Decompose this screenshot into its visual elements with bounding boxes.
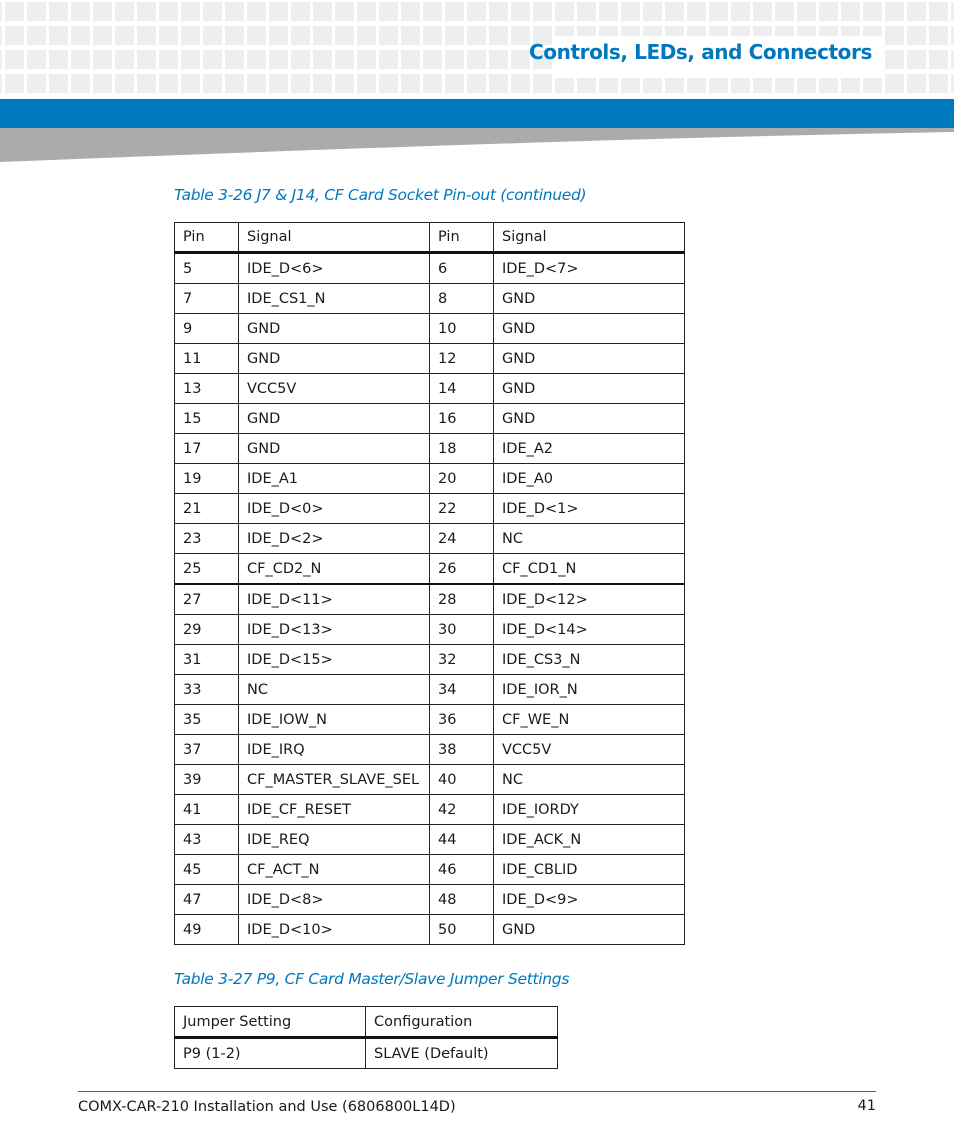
cell-signal-right: GND bbox=[494, 344, 685, 374]
cell-pin-left: 25 bbox=[175, 554, 239, 585]
cell-pin-right: 42 bbox=[430, 795, 494, 825]
cell-pin-right: 48 bbox=[430, 885, 494, 915]
header-configuration: Configuration bbox=[366, 1007, 558, 1038]
table-3-26-caption: Table 3-26 J7 & J14, CF Card Socket Pin-out (continued) bbox=[174, 186, 587, 204]
cell-pin-left: 19 bbox=[175, 464, 239, 494]
table-row bbox=[175, 615, 685, 645]
cell-signal-left: IDE_D<13> bbox=[239, 615, 430, 645]
cell-pin-right: 40 bbox=[430, 765, 494, 795]
cell-signal-right: CF_WE_N bbox=[494, 705, 685, 735]
page-number: 41 bbox=[857, 1098, 876, 1114]
cell-pin-left: 33 bbox=[175, 675, 239, 705]
table-row bbox=[175, 675, 685, 705]
table-row bbox=[175, 584, 685, 615]
cell-signal-right: IDE_CS3_N bbox=[494, 645, 685, 675]
cell-pin-right: 6 bbox=[430, 253, 494, 284]
table-row bbox=[175, 314, 685, 344]
cell-signal-left: IDE_D<6> bbox=[239, 253, 430, 284]
cell-signal-left: GND bbox=[239, 344, 430, 374]
cell-pin-right: 36 bbox=[430, 705, 494, 735]
cell-signal-left: GND bbox=[239, 314, 430, 344]
table-row bbox=[175, 253, 685, 284]
cell-pin-right: 26 bbox=[430, 554, 494, 585]
cell-pin-left: 49 bbox=[175, 915, 239, 945]
table-row bbox=[175, 705, 685, 735]
header-signal-1: Signal bbox=[239, 223, 430, 253]
cell-signal-right: IDE_ACK_N bbox=[494, 825, 685, 855]
cell-pin-left: 43 bbox=[175, 825, 239, 855]
cell-signal-right: NC bbox=[494, 524, 685, 554]
table-row bbox=[175, 284, 685, 314]
cell-signal-left: VCC5V bbox=[239, 374, 430, 404]
cell-pin-right: 46 bbox=[430, 855, 494, 885]
table-header-row bbox=[175, 223, 685, 253]
table-row bbox=[175, 434, 685, 464]
cell-pin-right: 34 bbox=[430, 675, 494, 705]
cell-pin-right: 10 bbox=[430, 314, 494, 344]
cell-signal-right: IDE_IORDY bbox=[494, 795, 685, 825]
table-row bbox=[175, 404, 685, 434]
footer-doc-title: COMX-CAR-210 Installation and Use (6806800L14D) bbox=[78, 1099, 456, 1115]
cell-pin-right: 30 bbox=[430, 615, 494, 645]
table-row bbox=[175, 494, 685, 524]
table-row bbox=[175, 915, 685, 945]
cell-pin-left: 9 bbox=[175, 314, 239, 344]
cell-signal-left: GND bbox=[239, 434, 430, 464]
header-jumper-setting: Jumper Setting bbox=[175, 1007, 366, 1038]
cell-pin-right: 18 bbox=[430, 434, 494, 464]
cell-pin-left: 39 bbox=[175, 765, 239, 795]
cell-pin-left: 27 bbox=[175, 584, 239, 615]
table-header-row bbox=[175, 1007, 558, 1038]
cell-signal-right: GND bbox=[494, 915, 685, 945]
cell-configuration: SLAVE (Default) bbox=[366, 1038, 558, 1069]
cell-signal-right: IDE_D<14> bbox=[494, 615, 685, 645]
cell-signal-right: GND bbox=[494, 374, 685, 404]
cell-signal-left: IDE_A1 bbox=[239, 464, 430, 494]
table-row bbox=[175, 464, 685, 494]
section-title: Controls, LEDs, and Connectors bbox=[528, 40, 872, 64]
table-row bbox=[175, 524, 685, 554]
cell-signal-right: NC bbox=[494, 765, 685, 795]
cell-pin-right: 44 bbox=[430, 825, 494, 855]
header-grey-swoosh bbox=[0, 128, 954, 164]
cell-pin-right: 16 bbox=[430, 404, 494, 434]
cell-signal-left: CF_CD2_N bbox=[239, 554, 430, 585]
cell-signal-left: IDE_IRQ bbox=[239, 735, 430, 765]
cell-pin-left: 5 bbox=[175, 253, 239, 284]
cell-signal-left: IDE_IOW_N bbox=[239, 705, 430, 735]
cell-pin-left: 11 bbox=[175, 344, 239, 374]
table-row bbox=[175, 825, 685, 855]
cell-signal-left: IDE_CF_RESET bbox=[239, 795, 430, 825]
cell-pin-right: 24 bbox=[430, 524, 494, 554]
cell-signal-left: NC bbox=[239, 675, 430, 705]
cell-pin-right: 20 bbox=[430, 464, 494, 494]
cell-pin-right: 14 bbox=[430, 374, 494, 404]
cell-signal-right: CF_CD1_N bbox=[494, 554, 685, 585]
cell-signal-right: GND bbox=[494, 404, 685, 434]
header-pin-2: Pin bbox=[430, 223, 494, 253]
cell-signal-left: CF_ACT_N bbox=[239, 855, 430, 885]
footer-rule bbox=[78, 1091, 876, 1092]
cell-signal-right: IDE_D<7> bbox=[494, 253, 685, 284]
header-signal-2: Signal bbox=[494, 223, 685, 253]
cell-pin-left: 35 bbox=[175, 705, 239, 735]
cell-jumper-setting: P9 (1-2) bbox=[175, 1038, 366, 1069]
cell-pin-right: 50 bbox=[430, 915, 494, 945]
cell-pin-left: 41 bbox=[175, 795, 239, 825]
cell-signal-left: IDE_D<2> bbox=[239, 524, 430, 554]
cell-signal-right: IDE_D<1> bbox=[494, 494, 685, 524]
cell-signal-left: GND bbox=[239, 404, 430, 434]
cell-pin-left: 31 bbox=[175, 645, 239, 675]
header-pin-1: Pin bbox=[175, 223, 239, 253]
cell-signal-right: VCC5V bbox=[494, 735, 685, 765]
table-row bbox=[175, 374, 685, 404]
cell-signal-right: GND bbox=[494, 314, 685, 344]
table-3-27-caption: Table 3-27 P9, CF Card Master/Slave Jumper Settings bbox=[174, 970, 570, 988]
cell-pin-right: 8 bbox=[430, 284, 494, 314]
cell-pin-right: 22 bbox=[430, 494, 494, 524]
cell-pin-left: 45 bbox=[175, 855, 239, 885]
cell-pin-left: 15 bbox=[175, 404, 239, 434]
cell-pin-left: 47 bbox=[175, 885, 239, 915]
cell-signal-left: IDE_REQ bbox=[239, 825, 430, 855]
cell-signal-left: IDE_D<11> bbox=[239, 584, 430, 615]
cell-signal-right: IDE_CBLID bbox=[494, 855, 685, 885]
table-row bbox=[175, 795, 685, 825]
cell-pin-right: 38 bbox=[430, 735, 494, 765]
cell-signal-right: IDE_A2 bbox=[494, 434, 685, 464]
cell-signal-left: IDE_D<10> bbox=[239, 915, 430, 945]
cell-signal-right: IDE_A0 bbox=[494, 464, 685, 494]
cell-pin-right: 32 bbox=[430, 645, 494, 675]
cell-pin-left: 21 bbox=[175, 494, 239, 524]
jumper-settings-table bbox=[174, 1006, 558, 1069]
cell-signal-right: GND bbox=[494, 284, 685, 314]
cell-pin-left: 13 bbox=[175, 374, 239, 404]
cf-socket-pinout-table bbox=[174, 222, 685, 945]
cell-pin-left: 23 bbox=[175, 524, 239, 554]
cell-signal-right: IDE_IOR_N bbox=[494, 675, 685, 705]
table-row bbox=[175, 1038, 558, 1069]
cell-pin-left: 7 bbox=[175, 284, 239, 314]
table-row bbox=[175, 735, 685, 765]
cell-pin-left: 29 bbox=[175, 615, 239, 645]
header-blue-bar bbox=[0, 99, 954, 128]
table-row bbox=[175, 765, 685, 795]
cell-pin-right: 28 bbox=[430, 584, 494, 615]
cell-signal-left: IDE_D<8> bbox=[239, 885, 430, 915]
table-row bbox=[175, 855, 685, 885]
table-row bbox=[175, 554, 685, 585]
cell-pin-right: 12 bbox=[430, 344, 494, 374]
cell-signal-left: IDE_CS1_N bbox=[239, 284, 430, 314]
cell-signal-left: IDE_D<0> bbox=[239, 494, 430, 524]
cell-pin-left: 37 bbox=[175, 735, 239, 765]
cell-pin-left: 17 bbox=[175, 434, 239, 464]
cell-signal-right: IDE_D<9> bbox=[494, 885, 685, 915]
cell-signal-left: CF_MASTER_SLAVE_SEL bbox=[239, 765, 430, 795]
cell-signal-left: IDE_D<15> bbox=[239, 645, 430, 675]
table-row bbox=[175, 344, 685, 374]
cell-signal-right: IDE_D<12> bbox=[494, 584, 685, 615]
table-row bbox=[175, 885, 685, 915]
table-row bbox=[175, 645, 685, 675]
